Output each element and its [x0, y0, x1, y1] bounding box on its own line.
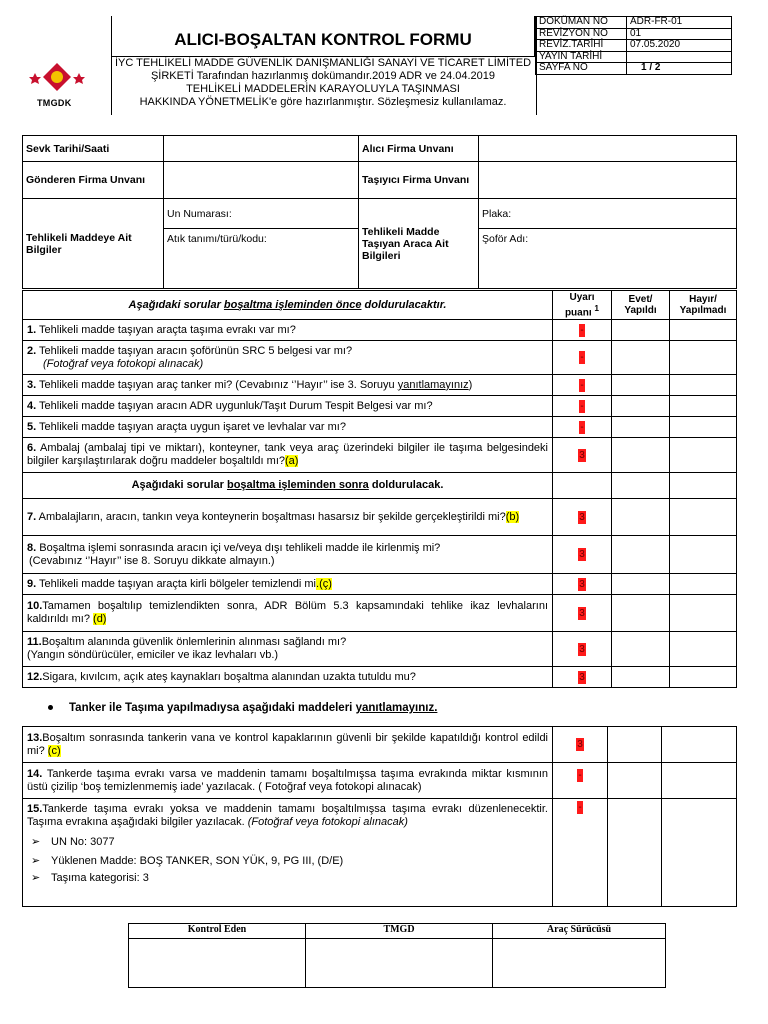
yes-cell[interactable]: [612, 417, 670, 438]
no-cell[interactable]: [670, 667, 737, 688]
sig-driver-label: Araç Sürücüsü: [493, 924, 666, 939]
question-row: 1. Tehlikeli madde taşıyan araçta taşıma evrakı var mı? -: [23, 320, 737, 341]
no-cell[interactable]: [670, 375, 737, 396]
question-row: 4. Tehlikeli madde taşıyan aracın ADR uygunluk/Taşıt Durum Tespit Belgesi var mı? -: [23, 396, 737, 417]
warning-point: -: [580, 400, 584, 412]
no-cell[interactable]: [670, 536, 737, 574]
yes-cell[interactable]: [612, 438, 670, 473]
warning-point: -: [580, 324, 584, 336]
no-cell[interactable]: [670, 341, 737, 375]
warning-point: 3: [577, 739, 583, 750]
sig-tmgd-field[interactable]: [306, 939, 493, 988]
no-cell[interactable]: [670, 499, 737, 536]
question-row: 3. Tehlikeli madde taşıyan araç tanker mi? (Cevabınız ‘’Hayır’’ ise 3. Soruyu yanıtlamayınız) -: [23, 375, 737, 396]
list-item: ➢ Taşıma kategorisi: 3: [31, 872, 149, 884]
question-row: 8. Boşaltma işlemi sonrasında aracın içi ve/veya dışı tehlikeli madde ile kirlenmiş mi? (Cevabınız ‘’Hayır’’ ise 8. Soruyu dikkate almayın.) 3: [23, 536, 737, 574]
section-before-header: Aşağıdaki sorular boşaltma işleminden önce doldurulacaktır.: [23, 291, 553, 320]
form-title: ALICI-BOŞALTAN KONTROL FORMU: [174, 30, 472, 49]
transport-document-items: [27, 833, 548, 886]
carrier-label: Taşıyıcı Firma Unvanı: [359, 162, 479, 199]
yes-cell[interactable]: [608, 799, 662, 907]
receiver-field[interactable]: [479, 136, 737, 162]
carrier-field[interactable]: [479, 162, 737, 199]
logo-area: [19, 16, 111, 116]
question-row: 5. Tehlikeli madde taşıyan araçta uygun işaret ve levhalar var mı? -: [23, 417, 737, 438]
question-row: 12.Sigara, kıvılcım, açık ateş kaynakları boşaltma alanından uzakta tutuldu mu? 3: [23, 667, 737, 688]
yes-cell[interactable]: [608, 727, 662, 763]
yes-cell[interactable]: [612, 595, 670, 632]
no-cell[interactable]: [670, 396, 737, 417]
waste-field[interactable]: Atık tanımı/türü/kodu:: [164, 229, 359, 289]
no-cell[interactable]: [670, 417, 737, 438]
yes-cell[interactable]: [612, 341, 670, 375]
shipment-date-label: Sevk Tarihi/Saati: [23, 136, 164, 162]
yes-cell[interactable]: [612, 396, 670, 417]
warning-point: -: [580, 379, 584, 391]
tmgdk-logo-icon: [29, 61, 85, 97]
no-cell[interactable]: [670, 320, 737, 341]
shipment-info-table: [22, 135, 737, 289]
no-cell[interactable]: [670, 438, 737, 473]
receiver-label: Alıcı Firma Unvanı: [359, 136, 479, 162]
signature-table: [128, 923, 666, 988]
form-description: İYC TEHLİKELİ MADDE GÜVENLİK DANIŞMANLIĞI SANAYİ VE TİCARET LİMİTED ŞİRKETİ Tarafından hazırlanmış dokümandır.2019 ADR ve 24.04.2019 TEHLİKELİ MADDELERİN KARAYOLUYLA TAŞINMASI HAKKINDA YÖNETMELİK'e göre hazırlanmıştır. Sözleşmesiz kullanılamaz.: [114, 57, 532, 108]
shipment-date-field[interactable]: [164, 136, 359, 162]
yes-cell[interactable]: [612, 536, 670, 574]
warning-point: 3: [579, 549, 585, 561]
question-row: 15.Tankerde taşıma evrakı yoksa ve maddenin tamamı boşaltılmışsa taşıma evrakı düzenlenecektir. Taşıma evrakına aşağıdaki bilgiler yazılacak. (Fotoğraf veya fotokopi alınacak) ➢ UN No: 3077 ➢ Yüklenen Madde: BOŞ TANKER, SON YÜK, 9, PG III, (D/E) ➢ Taşıma kategorisi: 3 -: [23, 799, 737, 907]
no-cell[interactable]: [670, 574, 737, 595]
question-row: 9. Tehlikeli madde taşıyan araçta kirli bölgeler temizlendi mi.(ç) 3: [23, 574, 737, 595]
tanker-note: Tanker ile Taşıma yapılmadıysa aşağıdaki maddeleri yanıtlamayınız.: [48, 702, 437, 714]
section-after-header: Aşağıdaki sorular boşaltma işleminden sonra doldurulacak.: [23, 473, 553, 499]
un-number-field[interactable]: Un Numarası:: [164, 199, 359, 229]
warning-point: -: [578, 802, 582, 813]
list-item: ➢ UN No: 3077: [31, 833, 548, 852]
warning-point: 3: [579, 607, 585, 619]
arrow-icon: ➢: [31, 872, 41, 884]
sig-driver-field[interactable]: [493, 939, 666, 988]
no-cell[interactable]: [662, 727, 737, 763]
sender-label: Gönderen Firma Unvanı: [23, 162, 164, 199]
warning-point: 3: [579, 578, 585, 590]
sig-tmgd-label: TMGD: [306, 924, 493, 939]
yes-cell[interactable]: [608, 763, 662, 799]
no-cell[interactable]: [662, 763, 737, 799]
driver-field[interactable]: Şoför Adı:: [479, 229, 737, 289]
question-row: 2. Tehlikeli madde taşıyan aracın şoförünün SRC 5 belgesi var mı? (Fotoğraf veya fotokopi alınacak) -: [23, 341, 737, 375]
question-row: 7. Ambalajların, aracın, tankın veya konteynerin boşaltması hasarsız bir şekilde gerçekleştirildi mi?(b) 3: [23, 499, 737, 536]
question-row: 6. Ambalaj (ambalaj tipi ve miktarı), konteyner, tank veya araç üzerindeki bilgiler ile taşıma belgesindeki bilgiler karşılaştırılarak doğru maddeler boşaltıldı mı?(a) 3: [23, 438, 737, 473]
warning-point: -: [580, 352, 584, 364]
yes-cell[interactable]: [612, 499, 670, 536]
warning-point: 3: [579, 643, 585, 655]
yes-cell[interactable]: [612, 375, 670, 396]
col-no: Hayır/ Yapılmadı: [670, 291, 737, 320]
dangerous-goods-label: Tehlikeli Maddeye Ait Bilgiler: [23, 199, 164, 289]
tanker-checklist-table: [22, 726, 737, 907]
sender-field[interactable]: [164, 162, 359, 199]
warning-point: 3: [579, 671, 585, 683]
question-row: 14. Tankerde taşıma evrakı varsa ve maddenin tamamı boşaltılmışsa taşıma evrakında miktar kısmının üstü çizilip ‘boş temizlenmemiş iade’ yazılacak. ( Fotoğraf veya fotokopi alınacak) -: [23, 763, 737, 799]
col-warning-points: Uyarı puanı $^1$: [553, 291, 612, 320]
question-row: 10.Tamamen boşaltılıp temizlendikten sonra, ADR Bölüm 5.3 kapsamındaki tehlike ikaz levhalarını kaldırıldı mı? (d) 3: [23, 595, 737, 632]
checklist-table: [22, 290, 737, 688]
no-cell[interactable]: [670, 632, 737, 667]
warning-point: -: [578, 770, 582, 781]
warning-point: -: [580, 421, 584, 433]
arrow-icon: ➢: [31, 836, 41, 848]
yes-cell[interactable]: [612, 632, 670, 667]
arrow-icon: ➢: [31, 855, 41, 867]
no-cell[interactable]: [662, 799, 737, 907]
vehicle-label: Tehlikeli Madde Taşıyan Araca Ait Bilgileri: [359, 199, 479, 289]
col-yes: Evet/ Yapıldı: [612, 291, 670, 320]
no-cell[interactable]: [670, 595, 737, 632]
question-row: 11.Boşaltım alanında güvenlik önlemlerinin alınması sağlandı mı? (Yangın söndürücüler, emiciler ve ikaz levhaları vb.) 3: [23, 632, 737, 667]
plate-field[interactable]: Plaka:: [479, 199, 737, 229]
warning-point: 3: [579, 449, 585, 461]
yes-cell[interactable]: [612, 574, 670, 595]
yes-cell[interactable]: [612, 320, 670, 341]
list-item: ➢ Yüklenen Madde: BOŞ TANKER, SON YÜK, 9, PG III, (D/E): [31, 852, 548, 871]
logo-text: TMGDK: [37, 98, 72, 108]
document-meta-table: DOKÜMAN NO ADR-FR-01 REVİZYON NO 01 REVİZ.TARİHİ 07.05.2020 YAYIN TARİHİ SAYFA NO 1 / 2: [535, 16, 732, 75]
sig-controller-label: Kontrol Eden: [129, 924, 306, 939]
question-row: 13.Boşaltım sonrasında tankerin vana ve kontrol kapaklarının güvenli bir şekilde kapatıldığı kontrol edildi mi? (c) 3: [23, 727, 737, 763]
warning-point: 3: [579, 511, 585, 523]
bullet-icon: [48, 705, 53, 710]
yes-cell[interactable]: [612, 667, 670, 688]
sig-controller-field[interactable]: [129, 939, 306, 988]
